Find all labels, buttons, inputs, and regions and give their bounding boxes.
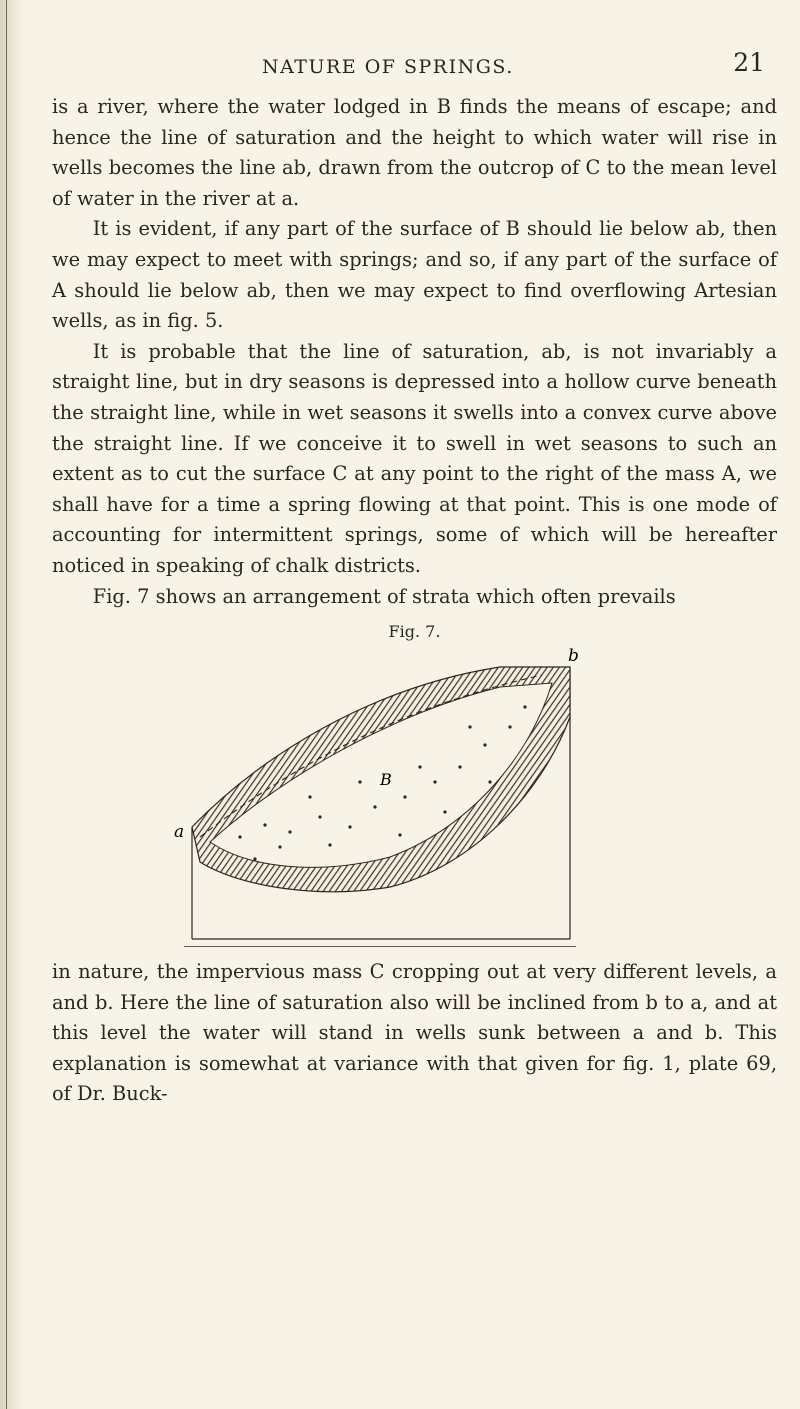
- page-header: [52, 0, 777, 92]
- continuation-paragraph: in nature, the impervious mass C cropping out at very different levels, a and b. Here the line of saturation also will be inclined from b to a, and at this level the water will stand in wells sunk between a and b. This explanation is somewhat at variance with that given for fig. 1, plate 69, of Dr. Buck-: [52, 960, 777, 1106]
- page-number: 21: [733, 48, 765, 77]
- book-page: [52, 0, 777, 1110]
- figure-caption: Fig. 7.: [388, 622, 441, 642]
- paragraph-1: is a river, where the water lodged in B finds the means of escape; and hence the line of saturation and the height to which water will rise in wells becomes the line ab, drawn from the outcrop of C to the mean level of water in the river at a.: [52, 95, 777, 210]
- paragraph-4: Fig. 7 shows an arrangement of strata which often prevails: [92, 584, 676, 608]
- paragraph-2: It is evident, if any part of the surface of B should lie below ab, then we may expect to meet with springs; and so, if any part of the surface of A should lie below ab, then we may expect to find overflowing Artesian wells, as in fig. 5.: [52, 217, 777, 333]
- running-head: NATURE OF SPRINGS.: [262, 56, 514, 78]
- strata-diagram: [170, 647, 590, 947]
- gutter-edge-line: [6, 0, 7, 1409]
- figure-7: [52, 612, 777, 957]
- label-B: B: [380, 770, 392, 790]
- book-gutter: [0, 0, 22, 1409]
- label-b: b: [568, 647, 579, 667]
- paragraph-3: It is probable that the line of saturation, ab, is not invariably a straight line, but in dry seasons is depressed into a hollow curve beneath the straight line, while in wet seasons it swells into a convex curve above the straight line. If we conceive it to swell in wet seasons to such an extent as to cut the surface C at any point to the right of the mass A, we shall have for a time a spring flowing at that point. This is one mode of accounting for intermittent springs, some of which will be hereafter noticed in speaking of chalk districts.: [52, 339, 777, 577]
- label-a: a: [174, 822, 185, 843]
